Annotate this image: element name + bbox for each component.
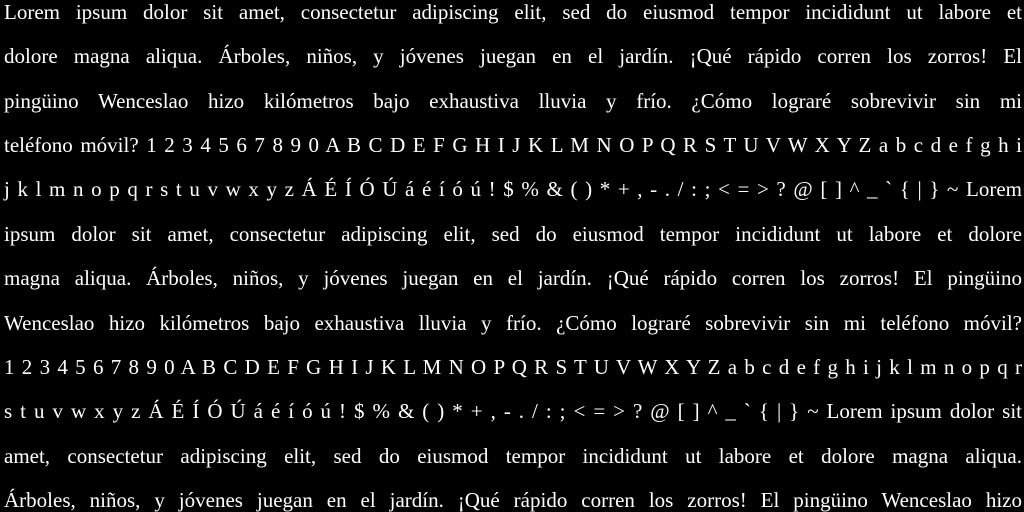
text-line-4: teléfono móvil? 1 2 3 4 5 6 7 8 9 0 A B C D E F G H I J K L M N O P Q R S T U V W X Y Z a b c d e f g h i [4, 133, 1022, 157]
text-line-6: ipsum dolor sit amet, consectetur adipiscing elit, sed do eiusmod tempor incididunt ut labore et dolore [4, 222, 1022, 246]
text-line-3: pingüino Wenceslao hizo kilómetros bajo exhaustiva lluvia y frío. ¿Cómo lograré sobrevivir sin mi [4, 89, 1022, 113]
text-line-8: Wenceslao hizo kilómetros bajo exhaustiva lluvia y frío. ¿Cómo lograré sobrevivir sin mi teléfono móvil? [4, 311, 1022, 335]
text-line-9: 1 2 3 4 5 6 7 8 9 0 A B C D E F G H I J K L M N O P Q R S T U V W X Y Z a b c d e f g h i j k l m n o p q r [4, 355, 1022, 379]
text-line-11: amet, consectetur adipiscing elit, sed do eiusmod tempor incididunt ut labore et dolore magna aliqua. [4, 444, 1022, 468]
text-line-1: Lorem ipsum dolor sit amet, consectetur adipiscing elit, sed do eiusmod tempor incididunt ut labore et [4, 0, 1022, 24]
text-line-10: s t u v w x y z Á É Í Ó Ú á é í ó ú ! $ % & ( ) * + , - . / : ; < = > ? @ [ ] ^ _ ` { | } ~ Lorem ipsum dolor sit [4, 399, 1022, 423]
text-line-12: Árboles, niños, y jóvenes juegan en el jardín. ¡Qué rápido corren los zorros! El pingüino Wenceslao hizo [4, 488, 1022, 512]
text-line-2: dolore magna aliqua. Árboles, niños, y jóvenes juegan en el jardín. ¡Qué rápido corren los zorros! El [4, 44, 1022, 68]
text-line-5: j k l m n o p q r s t u v w x y z Á É Í Ó Ú á é í ó ú ! $ % & ( ) * + , - . / : ; < = > ? @ [ ] ^ _ ` { | } ~ Lorem [4, 177, 1022, 201]
text-line-7: magna aliqua. Árboles, niños, y jóvenes juegan en el jardín. ¡Qué rápido corren los zorros! El pingüino [4, 266, 1022, 290]
